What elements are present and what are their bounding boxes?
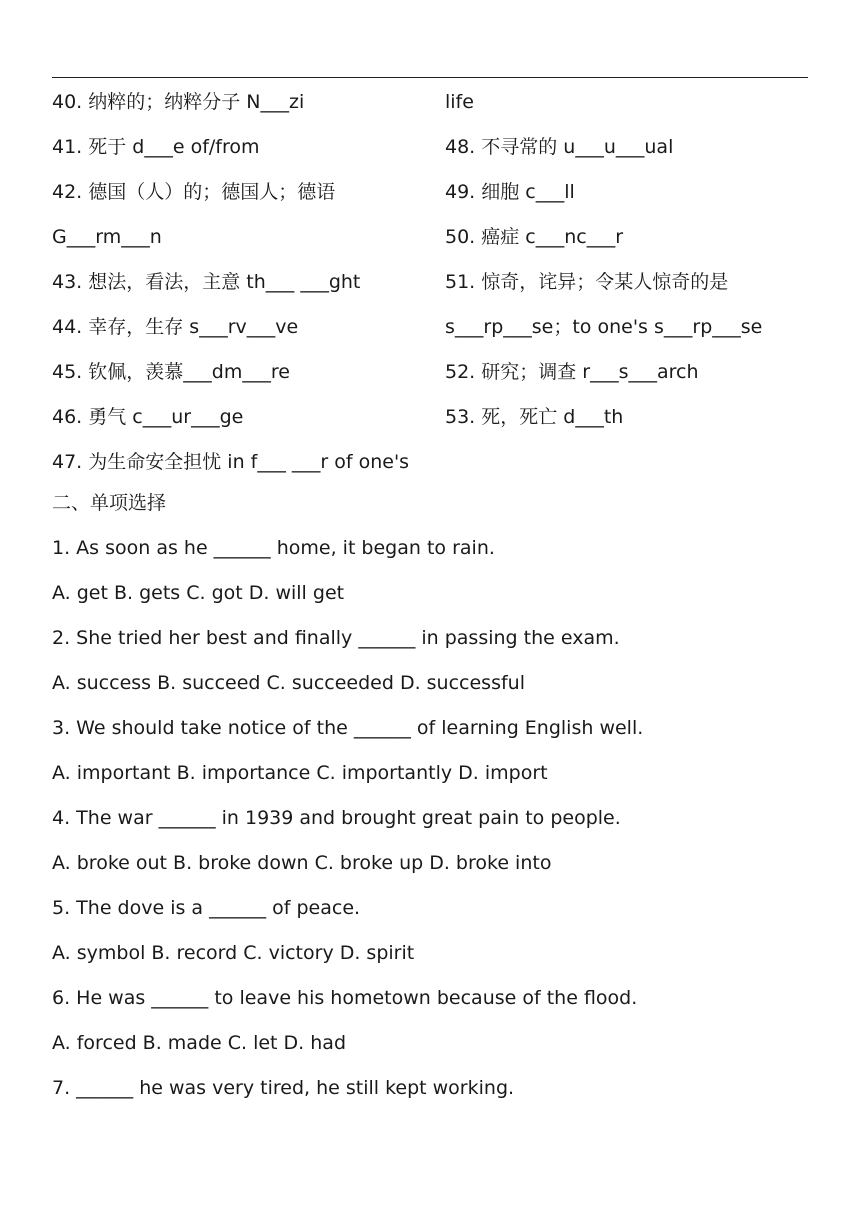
vocab-item-50: 50. 癌症 c___nc___r <box>445 226 624 248</box>
vocab-item-42: 42. 德国（人）的；德国人；德语 <box>52 181 336 203</box>
vocab-item-51: 51. 惊奇，诧异；令某人惊奇的是 <box>445 271 729 293</box>
question-7: 7. ______ he was very tired, he still kept working. <box>52 1077 515 1099</box>
vocab-item-49: 49. 细胞 c___ll <box>445 181 575 203</box>
question-4-options: A. broke out B. broke down C. broke up D. broke into <box>52 852 552 874</box>
question-3-options: A. important B. importance C. importantly D. import <box>52 762 548 784</box>
vocab-item-47-cont: life <box>445 91 474 113</box>
vocab-item-43: 43. 想法，看法，主意 th___ ___ght <box>52 271 361 293</box>
vocab-item-45: 45. 钦佩，羡慕___dm___re <box>52 361 290 383</box>
vocab-item-42-cont: G___rm___n <box>52 226 162 248</box>
question-3: 3. We should take notice of the ______ of learning English well. <box>52 717 644 739</box>
vocab-item-41: 41. 死于 d___e of/from <box>52 136 260 158</box>
question-6: 6. He was ______ to leave his hometown because of the flood. <box>52 987 638 1009</box>
vocab-item-47: 47. 为生命安全担忧 in f___ ___r of one's <box>52 451 410 473</box>
vocab-item-40: 40. 纳粹的；纳粹分子 N___zi <box>52 91 305 113</box>
vocab-item-44: 44. 幸存，生存 s___rv___ve <box>52 316 299 338</box>
question-4: 4. The war ______ in 1939 and brought great pain to people. <box>52 807 621 829</box>
vocab-item-53: 53. 死，死亡 d___th <box>445 406 624 428</box>
section-title: 二、单项选择 <box>52 492 167 514</box>
question-5: 5. The dove is a ______ of peace. <box>52 897 361 919</box>
question-2-options: A. success B. succeed C. succeeded D. successful <box>52 672 525 694</box>
question-1: 1. As soon as he ______ home, it began to rain. <box>52 537 495 559</box>
vocab-item-51-cont: s___rp___se；to one's s___rp___se <box>445 316 763 338</box>
header-rule <box>52 77 808 78</box>
question-1-options: A. get B. gets C. got D. will get <box>52 582 345 604</box>
vocab-item-48: 48. 不寻常的 u___u___ual <box>445 136 674 158</box>
question-5-options: A. symbol B. record C. victory D. spirit <box>52 942 415 964</box>
vocab-item-52: 52. 研究；调查 r___s___arch <box>445 361 699 383</box>
question-6-options: A. forced B. made C. let D. had <box>52 1032 346 1054</box>
vocab-item-46: 46. 勇气 c___ur___ge <box>52 406 244 428</box>
question-2: 2. She tried her best and finally ______ in passing the exam. <box>52 627 620 649</box>
